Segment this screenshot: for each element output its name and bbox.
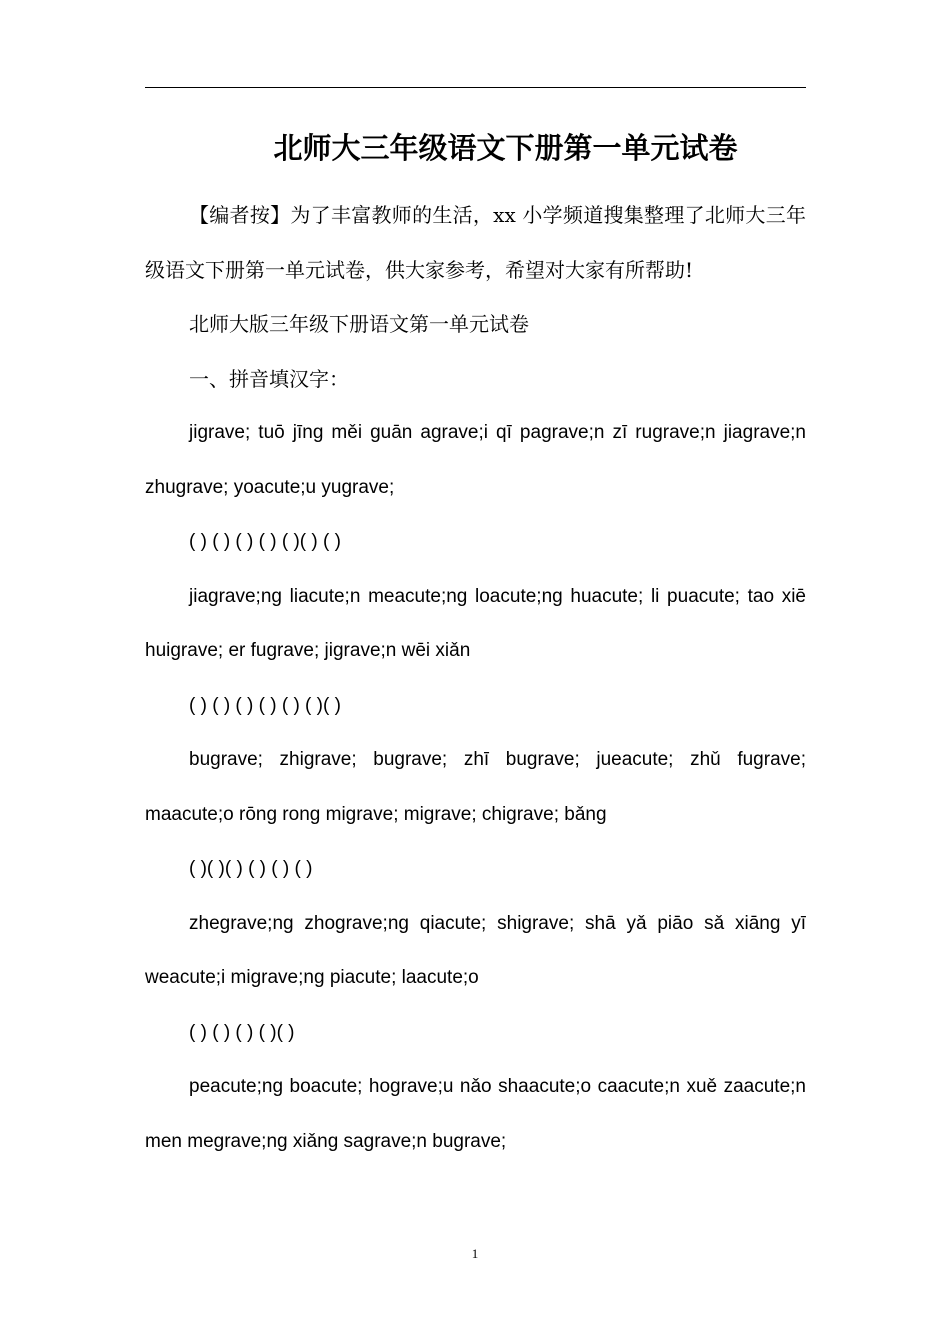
exercise-line-1: jigrave; tuō jīng měi guān agrave;i qī pagrave;n zī rugrave;n jiagrave;n zhugrave; yoacute;u yugrave; xyxy=(145,422,806,498)
page-number: 1 xyxy=(471,1246,479,1261)
section-heading: 一、拼音填汉字： xyxy=(189,366,349,391)
exercise-line-3: bugrave; zhigrave; bugrave; zhī bugrave; jueacute; zhǔ fugrave; maacute;o rōng rong migrave; migrave; chigrave; bǎng xyxy=(145,749,806,825)
exercise-blanks-3: ( )( )( ) ( ) ( ) ( ) xyxy=(189,858,313,879)
header-rule xyxy=(145,87,806,88)
subtitle-paragraph: 北师大版三年级下册语文第一单元试卷 xyxy=(189,312,529,336)
document-body xyxy=(145,188,806,1169)
exercise-blanks-4: ( ) ( ) ( ) ( )( ) xyxy=(189,1021,295,1043)
intro-paragraph: 【编者按】为了丰富教师的生活，xx 小学频道搜集整理了北师大三年级语文下册第一单元试卷，供大家参考，希望对大家有所帮助! xyxy=(145,203,806,282)
exercise-line-5: peacute;ng boacute; hograve;u nǎo shaacute;o caacute;n xuě zaacute;n men megrave;ng xiǎng sagrave;n bugrave; xyxy=(145,1076,806,1152)
document-title: 北师大三年级语文下册第一单元试卷 xyxy=(273,131,738,165)
exercise-blanks-1: ( ) ( ) ( ) ( ) ( )( ) ( ) xyxy=(189,531,341,552)
exercise-line-4: zhegrave;ng zhograve;ng qiacute; shigrave; shā yǎ piāo sǎ xiāng yī weacute;i migrave;ng piacute; laacute;o xyxy=(145,912,806,988)
exercise-line-2: jiagrave;ng liacute;n meacute;ng loacute;ng huacute; li puacute; tao xiē huigrave; er fugrave; jigrave;n wēi xiǎn xyxy=(145,585,806,661)
exercise-blanks-2: ( ) ( ) ( ) ( ) ( ) ( )( ) xyxy=(189,694,341,716)
